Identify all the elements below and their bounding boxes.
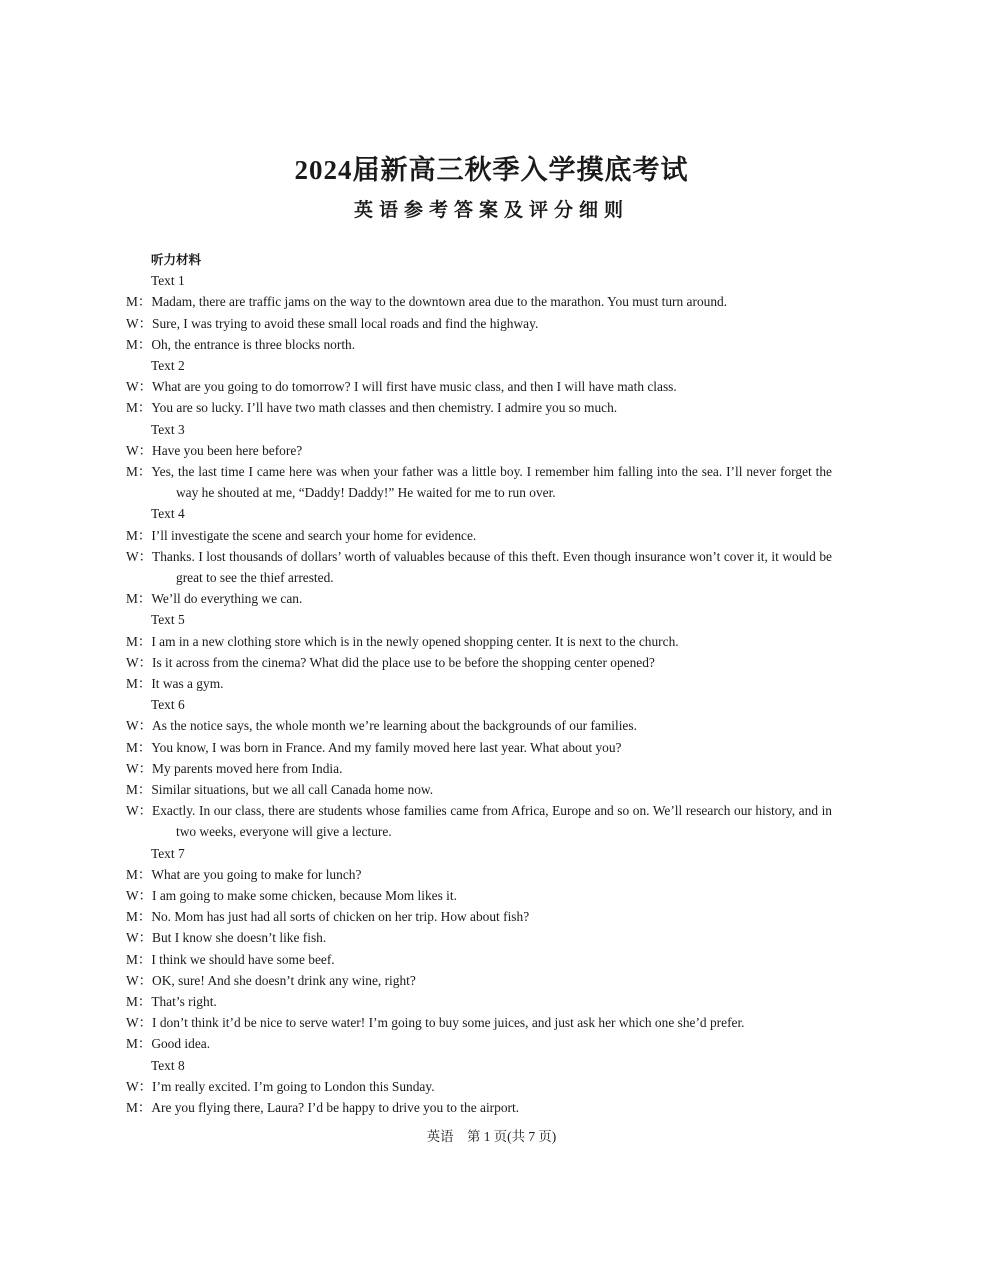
- dialogue-text: No. Mom has just had all sorts of chicken on her trip. How about fish?: [151, 909, 530, 925]
- dialogue-text: What are you going to do tomorrow? I will first have music class, and then I will have math class.: [152, 379, 677, 395]
- dialogue-line: [126, 970, 832, 991]
- dialogue-line: [126, 800, 832, 842]
- dialogue-line: [126, 927, 832, 948]
- dialogue-line: [126, 864, 832, 885]
- dialogue-text: It was a gym.: [151, 675, 224, 691]
- dialogue-text: Have you been here before?: [152, 442, 303, 458]
- dialogue-text: Thanks. I lost thousands of dollars’ worth of valuables because of this theft. Even though insurance won’t cover it, it would be great to see the thief arrested.: [152, 548, 832, 585]
- page-footer: 英语 第 1 页(共 7 页): [426, 1129, 557, 1144]
- document-subtitle: 英语参考答案及评分细则: [353, 199, 629, 221]
- text-label: Text 1: [151, 273, 185, 289]
- dialogue-line: [126, 376, 832, 397]
- dialogue-line: [126, 673, 832, 694]
- dialogue-text: I am going to make some chicken, because Mom likes it.: [152, 887, 457, 903]
- speaker-label: W：: [126, 1078, 153, 1094]
- dialogue-line: [126, 461, 832, 503]
- dialogue-text: What are you going to make for lunch?: [151, 866, 362, 882]
- text-label: Text 4: [151, 506, 185, 522]
- dialogue-text: I’m really excited. I’m going to London this Sunday.: [152, 1078, 435, 1094]
- speaker-label: W：: [126, 379, 153, 395]
- dialogue-line: [126, 525, 832, 546]
- text-block: [126, 1055, 832, 1119]
- dialogue-text: As the notice says, the whole month we’re learning about the backgrounds of our families.: [152, 718, 637, 734]
- text-label: Text 7: [151, 845, 185, 861]
- dialogue-text: Oh, the entrance is three blocks north.: [151, 336, 356, 352]
- section-heading: 听力材料: [151, 252, 202, 267]
- dialogue-line: [126, 906, 832, 927]
- document-title: 2024届新高三秋季入学摸底考试: [294, 155, 689, 185]
- dialogue-text: Madam, there are traffic jams on the way to the downtown area due to the marathon. You must turn around.: [151, 294, 728, 310]
- dialogue-text: I’ll investigate the scene and search your home for evidence.: [151, 527, 477, 543]
- dialogue-line: [126, 631, 832, 652]
- speaker-label: W：: [126, 760, 153, 776]
- dialogue-line: [126, 652, 832, 673]
- dialogue-text: Good idea.: [151, 1036, 211, 1052]
- texts-container: [126, 270, 832, 1118]
- text-label: Text 5: [151, 612, 185, 628]
- dialogue-text: You know, I was born in France. And my family moved here last year. What about you?: [151, 739, 622, 755]
- dialogue-line: [126, 588, 832, 609]
- dialogue-text: Is it across from the cinema? What did the place use to be before the shopping center opened?: [152, 654, 655, 670]
- dialogue-text: I think we should have some beef.: [151, 951, 335, 967]
- dialogue-line: [126, 949, 832, 970]
- dialogue-text: I am in a new clothing store which is in the newly opened shopping center. It is next to the church.: [151, 633, 679, 649]
- dialogue-line: [126, 715, 832, 736]
- text-label: Text 8: [151, 1057, 185, 1073]
- dialogue-text: We’ll do everything we can.: [151, 591, 303, 607]
- text-block: [126, 355, 832, 419]
- dialogue-line: [126, 397, 832, 418]
- speaker-label: W：: [126, 315, 153, 331]
- speaker-label: W：: [126, 1015, 153, 1031]
- dialogue-line: [126, 779, 832, 800]
- dialogue-text: Are you flying there, Laura? I’d be happy to drive you to the airport.: [151, 1099, 520, 1115]
- dialogue-text: But I know she doesn’t like fish.: [152, 930, 327, 946]
- text-block: [126, 843, 832, 1055]
- text-block: [126, 694, 832, 842]
- text-label: Text 6: [151, 697, 185, 713]
- speaker-label: W：: [126, 548, 153, 564]
- dialogue-line: [126, 1033, 832, 1054]
- speaker-label: W：: [126, 654, 153, 670]
- dialogue-text: My parents moved here from India.: [152, 760, 343, 776]
- dialogue-line: [126, 758, 832, 779]
- listening-material: [126, 249, 832, 1118]
- dialogue-line: [126, 291, 832, 312]
- dialogue-line: [126, 737, 832, 758]
- text-block: [126, 270, 832, 355]
- dialogue-text: Exactly. In our class, there are students whose families came from Africa, Europe and so on. We’ll research our history, and in two weeks, everyone will give a lecture.: [152, 803, 832, 840]
- dialogue-text: OK, sure! And she doesn’t drink any wine, right?: [152, 972, 416, 988]
- text-block: [126, 609, 832, 694]
- text-label: Text 3: [151, 421, 185, 437]
- dialogue-line: [126, 440, 832, 461]
- speaker-label: W：: [126, 887, 153, 903]
- dialogue-line: [126, 1076, 832, 1097]
- dialogue-line: [126, 991, 832, 1012]
- speaker-label: W：: [126, 930, 153, 946]
- dialogue-text: I don’t think it’d be nice to serve water! I’m going to buy some juices, and just ask her which one she’d prefer.: [152, 1015, 745, 1031]
- dialogue-text: Similar situations, but we all call Canada home now.: [151, 781, 434, 797]
- speaker-label: W：: [126, 803, 153, 819]
- text-label: Text 2: [151, 357, 185, 373]
- dialogue-line: [126, 1012, 832, 1033]
- dialogue-line: [126, 546, 832, 588]
- speaker-label: W：: [126, 972, 153, 988]
- dialogue-line: [126, 334, 832, 355]
- dialogue-line: [126, 313, 832, 334]
- dialogue-text: Yes, the last time I came here was when your father was a little boy. I remember him falling into the sea. I’ll never forget the way he shouted at me, “Daddy! Daddy!” He waited for me to run over.: [151, 463, 832, 501]
- dialogue-text: That’s right.: [151, 993, 217, 1009]
- dialogue-text: Sure, I was trying to avoid these small local roads and find the highway.: [152, 315, 539, 331]
- text-block: [126, 419, 832, 504]
- speaker-label: W：: [126, 718, 153, 734]
- dialogue-line: [126, 1097, 832, 1118]
- speaker-label: W：: [126, 442, 153, 458]
- text-block: [126, 503, 832, 609]
- dialogue-text: You are so lucky. I’ll have two math classes and then chemistry. I admire you so much.: [151, 400, 618, 416]
- dialogue-line: [126, 885, 832, 906]
